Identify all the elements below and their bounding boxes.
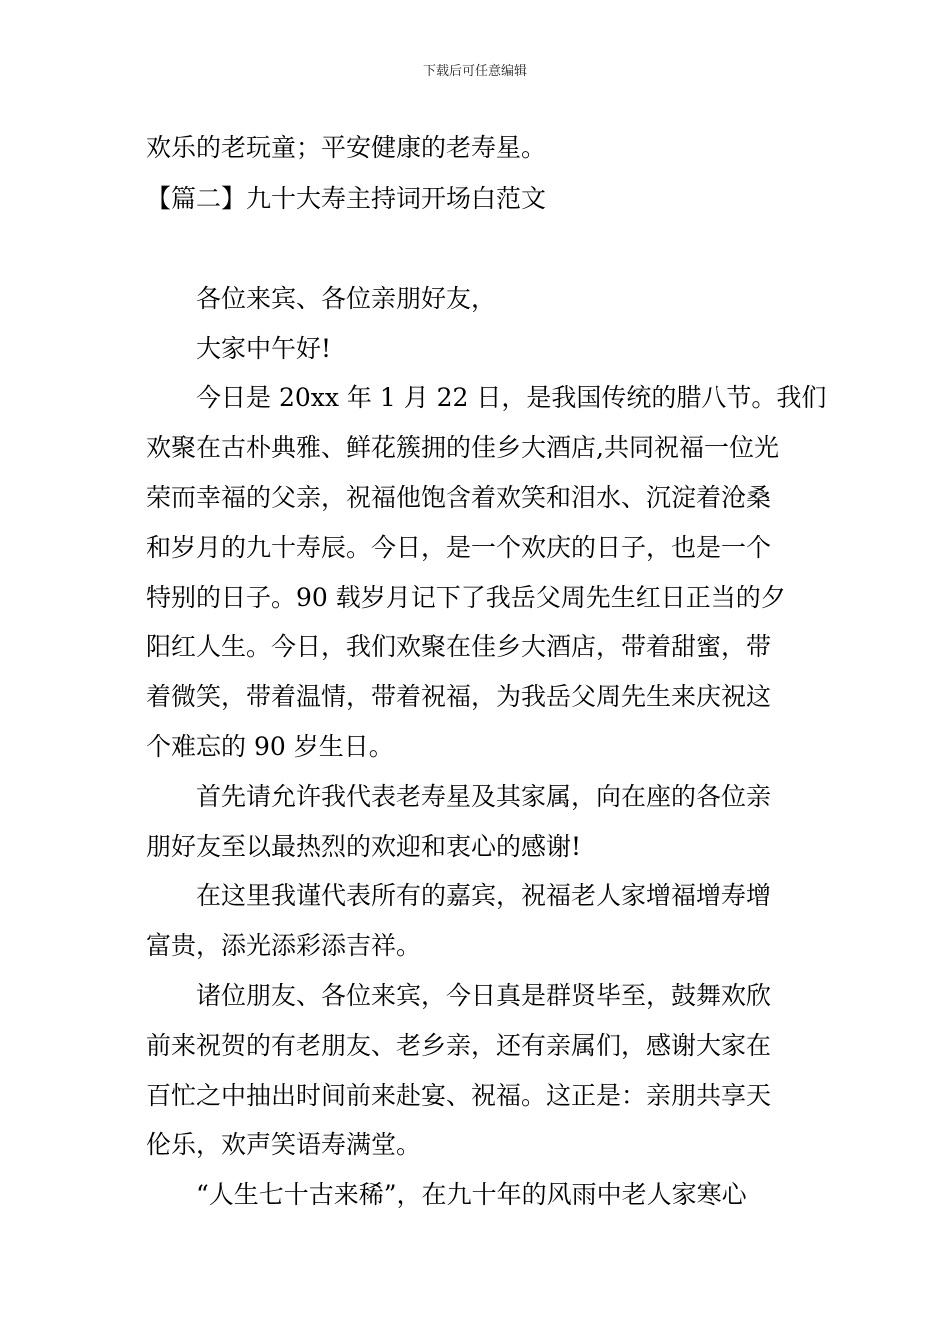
page-header: 下载后可任意编辑: [422, 64, 527, 79]
section-title: 【篇二】九十大寿主持词开场白范文: [146, 184, 547, 213]
text-line: 首先请允许我代表老寿星及其家属，向在座的各位亲: [146, 782, 772, 811]
text-line: 欢聚在古朴典雅、鲜花簇拥的佳乡大酒店,共同祝福一位光: [146, 433, 779, 462]
text-line: 个难忘的 90 岁生日。: [146, 732, 394, 761]
text-line: 诸位朋友、各位来宾，今日真是群贤毕至，鼓舞欢欣: [146, 981, 772, 1010]
text-line: 和岁月的九十寿辰。今日，是一个欢庆的日子，也是一个: [146, 533, 772, 562]
text-line: 富贵，添光添彩添吉祥。: [146, 931, 422, 960]
text-line: 前来祝贺的有老朋友、老乡亲，还有亲属们，感谢大家在: [146, 1031, 772, 1060]
text-line: 伦乐，欢声笑语寿满堂。: [146, 1130, 422, 1159]
text-line: 今日是 20xx 年 1 月 22 日，是我国传统的腊八节。我们: [146, 383, 827, 412]
text-line: 特别的日子。90 载岁月记下了我岳父周先生红日正当的夕: [146, 583, 786, 612]
text-line: 在这里我谨代表所有的嘉宾，祝福老人家增福增寿增: [146, 881, 772, 910]
text-line: 荣而幸福的父亲，祝福他饱含着欢笑和泪水、沉淀着沧桑: [146, 483, 772, 512]
text-line: 欢乐的老玩童；平安健康的老寿星。: [146, 133, 547, 162]
text-line: 百忙之中抽出时间前来赴宴、祝福。这正是：亲朋共享天: [146, 1081, 772, 1110]
text-line: 各位来宾、各位亲朋好友，: [146, 284, 497, 313]
text-line: 朋好友至以最热烈的欢迎和衷心的感谢!: [146, 832, 582, 861]
text-line: 阳红人生。今日，我们欢聚在佳乡大酒店，带着甜蜜，带: [146, 632, 772, 661]
text-line: “人生七十古来稀”，在九十年的风雨中老人家寒心: [146, 1180, 747, 1209]
text-line: 大家中午好!: [146, 334, 332, 363]
text-line: 着微笑，带着温情，带着祝福，为我岳父周先生来庆祝这: [146, 682, 772, 711]
